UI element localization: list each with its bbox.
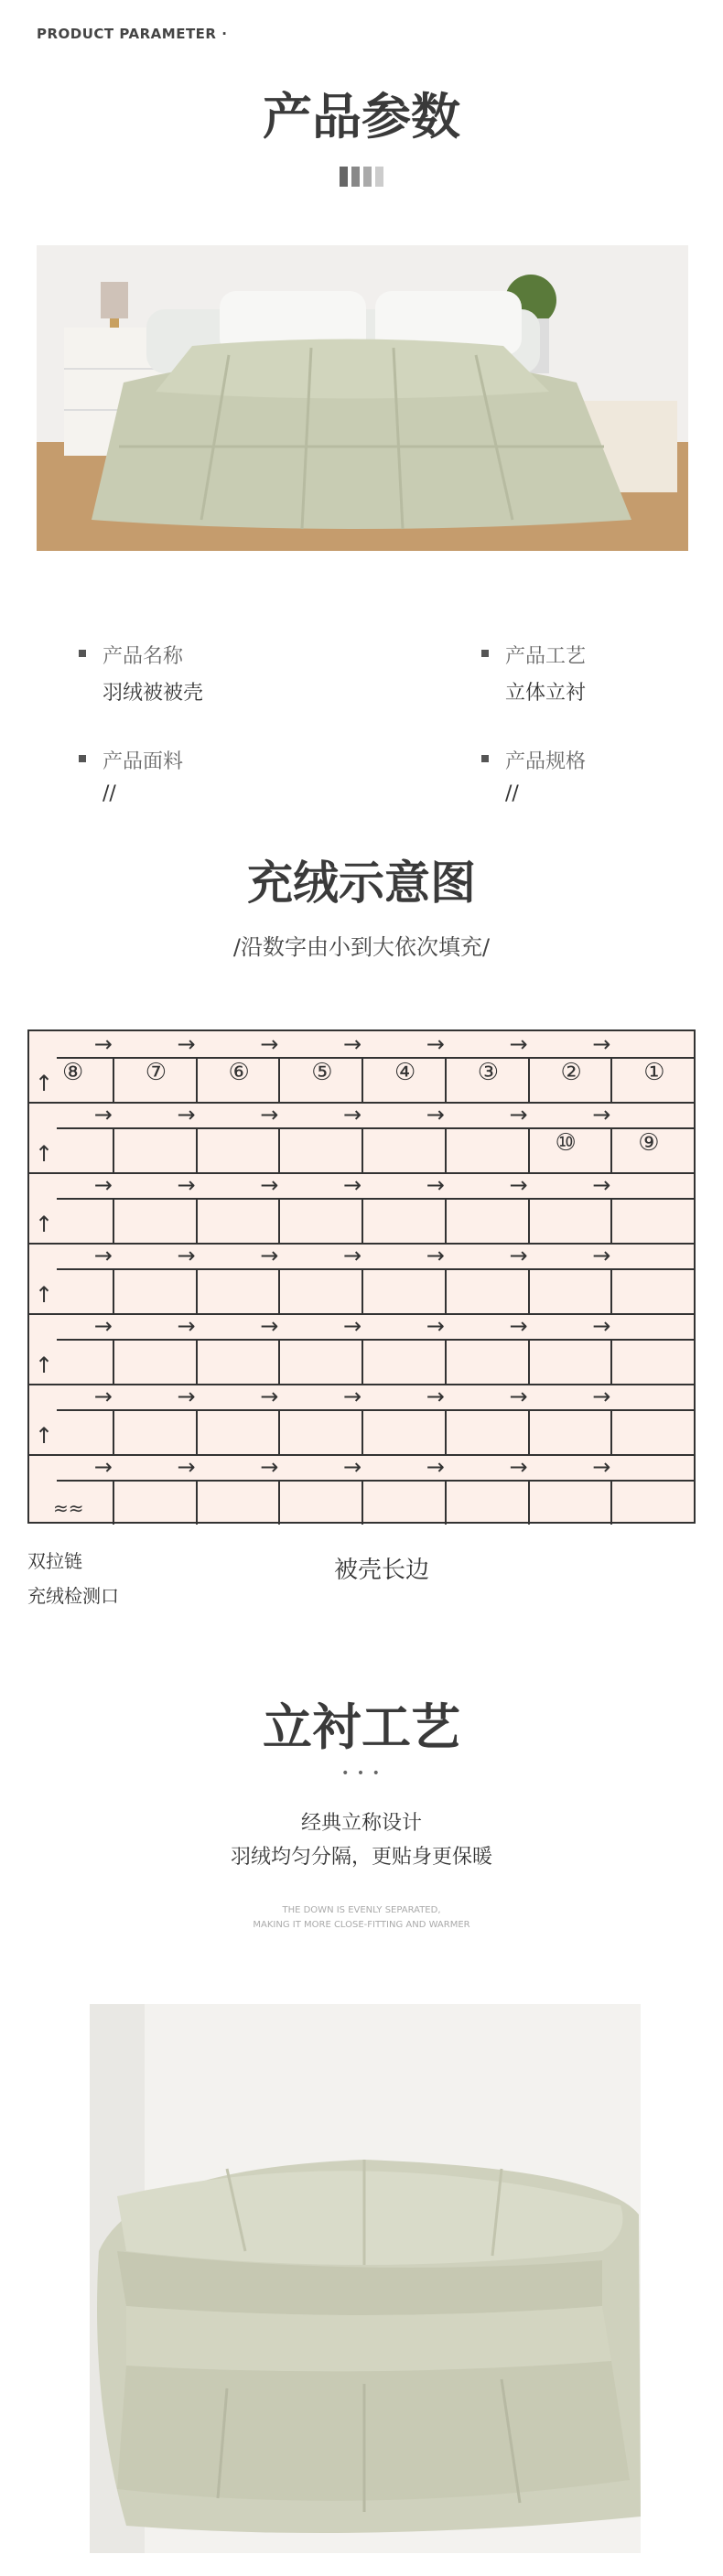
arrow-right-icon: → — [426, 1243, 445, 1268]
fill-order-number: ⑤ — [311, 1059, 333, 1086]
cell-divider — [528, 1480, 530, 1525]
arrow-right-icon: → — [343, 1454, 362, 1480]
bedroom-photo — [37, 245, 688, 551]
arrow-right-icon: → — [93, 1031, 113, 1057]
row-guide-line — [57, 1198, 694, 1200]
arrow-up-icon: ↑ — [35, 1353, 54, 1378]
cell-divider — [278, 1198, 280, 1243]
arrow-up-icon: ↑ — [35, 1212, 54, 1237]
cell-divider — [113, 1198, 114, 1243]
fill-order-number: ② — [560, 1059, 582, 1086]
row-guide-line — [57, 1409, 694, 1411]
folded-comforter-illustration — [90, 2004, 641, 2553]
cell-divider — [196, 1127, 198, 1172]
cell-divider — [113, 1057, 114, 1102]
cell-divider — [362, 1480, 363, 1525]
zip-label: 双拉链 — [27, 1550, 82, 1572]
arrow-right-icon: → — [426, 1313, 445, 1339]
arrow-right-icon: → — [509, 1031, 528, 1057]
desc-line-2: 羽绒均匀分隔，更贴身更保暖 — [230, 1846, 492, 1869]
cell-divider — [528, 1409, 530, 1454]
fill-order-number: ⑧ — [62, 1059, 84, 1086]
cell-divider — [278, 1409, 280, 1454]
cell-divider — [196, 1480, 198, 1525]
cell-divider — [196, 1339, 198, 1384]
arrow-right-icon: → — [260, 1031, 279, 1057]
arrow-right-icon: → — [592, 1243, 611, 1268]
row-guide-line — [57, 1268, 694, 1270]
row-guide-line — [57, 1127, 694, 1129]
cell-divider — [610, 1480, 612, 1525]
decor-bars — [0, 167, 723, 187]
arrow-right-icon: → — [426, 1454, 445, 1480]
arrow-right-icon: → — [260, 1102, 279, 1127]
fill-order-number: ⑦ — [145, 1059, 167, 1086]
arrow-up-icon: ↑ — [35, 1141, 54, 1167]
arrow-right-icon: → — [177, 1172, 196, 1198]
arrow-right-icon: → — [93, 1384, 113, 1409]
cell-divider — [113, 1127, 114, 1172]
cell-divider — [362, 1409, 363, 1454]
arrow-right-icon: → — [93, 1102, 113, 1127]
arrow-right-icon: → — [343, 1031, 362, 1057]
arrow-right-icon: → — [343, 1243, 362, 1268]
cell-divider — [610, 1339, 612, 1384]
decor-dots: • • • — [341, 1766, 382, 1781]
bullet-icon — [481, 755, 489, 762]
fill-order-number: ⑨ — [638, 1129, 660, 1157]
fill-diagram-subtitle: /沿数字由小到大依次填充/ — [232, 934, 491, 960]
arrow-right-icon: → — [343, 1102, 362, 1127]
cell-divider — [528, 1268, 530, 1313]
params-title: 产品参数 — [263, 88, 460, 146]
arrow-right-icon: → — [509, 1313, 528, 1339]
cell-divider — [362, 1268, 363, 1313]
cell-divider — [610, 1268, 612, 1313]
fill-grid — [27, 1029, 696, 1524]
arrow-right-icon: → — [509, 1172, 528, 1198]
cell-divider — [362, 1057, 363, 1102]
arrow-right-icon: → — [426, 1102, 445, 1127]
arrow-right-icon: → — [592, 1313, 611, 1339]
arrow-right-icon: → — [592, 1384, 611, 1409]
cell-divider — [528, 1127, 530, 1172]
desc-line-1: 经典立称设计 — [300, 1812, 422, 1835]
arrow-right-icon: → — [177, 1102, 196, 1127]
cell-divider — [528, 1057, 530, 1102]
cell-divider — [610, 1057, 612, 1102]
fill-order-number: ⑩ — [555, 1129, 577, 1157]
cell-divider — [445, 1339, 447, 1384]
cell-divider — [362, 1339, 363, 1384]
arrow-right-icon: → — [260, 1454, 279, 1480]
arrow-right-icon: → — [509, 1454, 528, 1480]
row-guide-line — [57, 1339, 694, 1341]
cell-divider — [445, 1268, 447, 1313]
fill-diagram-title: 充绒示意图 — [247, 857, 476, 910]
cell-divider — [113, 1480, 114, 1525]
cell-divider — [196, 1268, 198, 1313]
cell-divider — [362, 1198, 363, 1243]
folded-comforter-photo — [90, 2004, 641, 2553]
arrow-right-icon: → — [260, 1313, 279, 1339]
arrow-right-icon: → — [343, 1313, 362, 1339]
bullet-icon — [79, 650, 86, 657]
arrow-right-icon: → — [426, 1031, 445, 1057]
row-guide-line — [57, 1480, 694, 1482]
arrow-right-icon: → — [260, 1243, 279, 1268]
en-line-1: THE DOWN IS EVENLY SEPARATED, — [282, 1905, 441, 1915]
arrow-right-icon: → — [426, 1384, 445, 1409]
arrow-up-icon: ↑ — [35, 1282, 54, 1308]
arrow-right-icon: → — [509, 1243, 528, 1268]
en-line-2: MAKING IT MORE CLOSE-FITTING AND WARMER — [253, 1920, 470, 1930]
cell-divider — [445, 1198, 447, 1243]
cell-divider — [278, 1268, 280, 1313]
arrow-right-icon: → — [509, 1102, 528, 1127]
arrow-up-icon: ↑ — [35, 1423, 54, 1449]
arrow-right-icon: → — [177, 1454, 196, 1480]
arrow-right-icon: → — [177, 1031, 196, 1057]
fill-order-number: ④ — [394, 1059, 416, 1086]
lining-title: 立衬工艺 — [263, 1698, 460, 1756]
cell-divider — [278, 1339, 280, 1384]
cell-divider — [445, 1127, 447, 1172]
long-edge-label: 被壳长边 — [334, 1557, 430, 1584]
cell-divider — [445, 1409, 447, 1454]
cell-divider — [113, 1409, 114, 1454]
bullet-icon — [79, 755, 86, 762]
arrow-right-icon: → — [93, 1243, 113, 1268]
arrow-right-icon: → — [426, 1172, 445, 1198]
cell-divider — [196, 1198, 198, 1243]
fill-order-number: ③ — [477, 1059, 500, 1086]
arrow-right-icon: → — [592, 1102, 611, 1127]
cell-divider — [278, 1480, 280, 1525]
cell-divider — [445, 1057, 447, 1102]
arrow-right-icon: → — [592, 1172, 611, 1198]
arrow-right-icon: → — [592, 1454, 611, 1480]
cell-divider — [610, 1409, 612, 1454]
fill-order-number: ⑥ — [228, 1059, 250, 1086]
cell-divider — [362, 1127, 363, 1172]
cell-divider — [528, 1339, 530, 1384]
arrow-right-icon: → — [177, 1243, 196, 1268]
cell-divider — [113, 1268, 114, 1313]
arrow-right-icon: → — [93, 1172, 113, 1198]
cell-divider — [528, 1198, 530, 1243]
cell-divider — [196, 1409, 198, 1454]
arrow-right-icon: → — [93, 1313, 113, 1339]
check-port-label: 充绒检测口 — [27, 1585, 119, 1607]
arrow-right-icon: → — [177, 1384, 196, 1409]
arrow-right-icon: → — [509, 1384, 528, 1409]
arrow-right-icon: → — [343, 1384, 362, 1409]
bullet-icon — [481, 650, 489, 657]
tag-dot: · — [216, 26, 228, 42]
cell-divider — [196, 1057, 198, 1102]
cell-divider — [610, 1127, 612, 1172]
arrow-right-icon: → — [93, 1454, 113, 1480]
arrow-right-icon: → — [343, 1172, 362, 1198]
arrow-right-icon: → — [592, 1031, 611, 1057]
cell-divider — [278, 1127, 280, 1172]
cell-divider — [113, 1339, 114, 1384]
section-tag: PRODUCT PARAMETER · — [37, 26, 228, 42]
arrow-up-icon: ↑ — [35, 1071, 54, 1096]
cell-divider — [610, 1198, 612, 1243]
fill-order-number: ① — [643, 1059, 665, 1086]
arrow-right-icon: → — [260, 1384, 279, 1409]
zip-icon: ≈≈ — [53, 1497, 84, 1519]
cell-divider — [445, 1480, 447, 1525]
bedroom-illustration — [37, 245, 688, 551]
arrow-right-icon: → — [260, 1172, 279, 1198]
arrow-right-icon: → — [177, 1313, 196, 1339]
cell-divider — [278, 1057, 280, 1102]
